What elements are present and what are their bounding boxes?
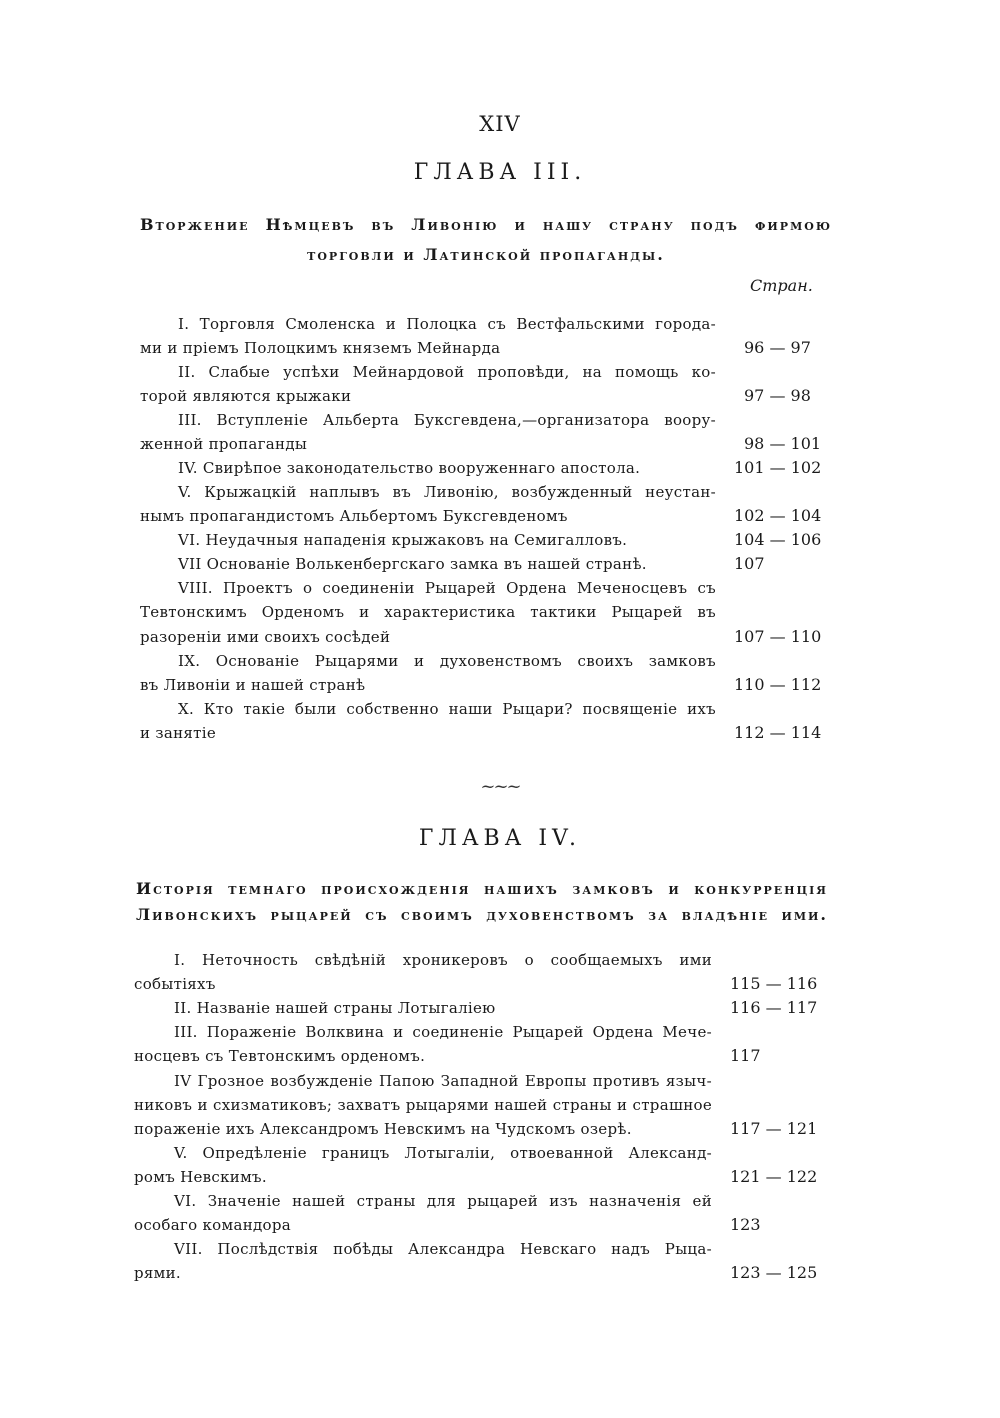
toc-entry-line: VI. Значеніе нашей страны для рыцарей изъ назначенія ей	[174, 1192, 712, 1210]
toc-entry-pages: 115 — 116	[730, 974, 818, 993]
toc-entry-line: женной пропаганды	[140, 435, 308, 453]
toc-entry-line: IV Грозное возбужденіе Папою Западной Европы противъ языч-	[174, 1072, 712, 1090]
chapter-3-subtitle-line2: торговли и Латинской пропаганды.	[307, 245, 665, 264]
toc-entry-pages: 104 — 106	[734, 530, 822, 549]
toc-entry-line: ромъ Невскимъ.	[134, 1168, 267, 1186]
toc-entry-pages: 123 — 125	[730, 1263, 818, 1282]
toc-entry-line: событіяхъ	[134, 975, 216, 993]
toc-entry-line: II. Слабые успѣхи Мейнардовой проповѣди, на помощь ко-	[178, 363, 716, 381]
toc-entry-pages: 121 — 122	[730, 1167, 818, 1186]
toc-entry-pages: 116 — 117	[730, 998, 818, 1017]
toc-entry-line: V. Крыжацкій наплывъ въ Ливонію, возбужденный неустан-	[178, 483, 716, 501]
toc-entry-pages: 102 — 104	[734, 506, 822, 525]
page-number: XIV	[479, 112, 521, 136]
toc-entry-pages: 117 — 121	[730, 1119, 818, 1138]
toc-entry-pages: 123	[730, 1215, 761, 1234]
toc-entry-line: въ Ливоніи и нашей странѣ	[140, 676, 366, 694]
toc-entry-pages: 112 — 114	[734, 723, 822, 742]
pages-column-header: Стран.	[750, 276, 813, 295]
toc-entry-line: Тевтонскимъ Орденомъ и характеристика тактики Рыцарей въ	[140, 603, 716, 621]
toc-entry-line: X. Кто такіе были собственно наши Рыцари? посвященіе ихъ	[178, 700, 716, 718]
toc-entry-line: ми и пріемъ Полоцкимъ княземъ Мейнарда	[140, 339, 501, 357]
chapter-4-subtitle-line2: Ливонскихъ рыцарей съ своимъ духовенствомъ за владѣніе ими.	[136, 905, 828, 924]
toc-entry-line: и занятіе	[140, 724, 217, 742]
toc-entry-line: VI. Неудачныя нападенія крыжаковъ на Семигалловъ.	[178, 531, 628, 549]
toc-entry-line: нымъ пропагандистомъ Альбертомъ Буксгевденомъ	[140, 507, 568, 525]
toc-entry-line: II. Названіе нашей страны Лотыгаліею	[174, 999, 496, 1017]
toc-entry-line: никовъ и схизматиковъ; захватъ рыцарями нашей страны и страшное	[134, 1096, 712, 1114]
toc-entry-line: пораженіе ихъ Александромъ Невскимъ на Чудскомъ озерѣ.	[134, 1120, 632, 1138]
toc-entry-line: носцевъ съ Тевтонскимъ орденомъ.	[134, 1047, 426, 1065]
toc-entry-line: IX. Основаніе Рыцарями и духовенствомъ своихъ замковъ	[178, 652, 716, 670]
toc-entry-line: торой являются крыжаки	[140, 387, 352, 405]
toc-entry-pages: 117	[730, 1046, 761, 1065]
toc-entry-line: I. Торговля Смоленска и Полоцка съ Вестфальскими города-	[178, 315, 716, 333]
chapter-3-subtitle-line1: Вторжение Нѣмцевъ въ Ливонію и нашу страну подъ фирмою	[140, 215, 832, 234]
toc-entry-line: VII Основаніе Волькенбергскаго замка въ нашей странѣ.	[178, 555, 647, 573]
toc-entry-line: рями.	[134, 1264, 181, 1282]
toc-entry-pages: 97 — 98	[744, 386, 811, 405]
toc-entry-line: VIII. Проектъ о соединеніи Рыцарей Ордена Меченосцевъ съ	[178, 579, 716, 597]
toc-entry-pages: 110 — 112	[734, 675, 822, 694]
toc-entry-line: III. Вступленіе Альберта Буксгевдена,—организатора воору-	[178, 411, 716, 429]
toc-entry-line: IV. Свирѣпое законодательство вооруженнаго апостола.	[178, 459, 641, 477]
toc-entry-line: V. Опредѣленіе границъ Лотыгаліи, отвоеванной Александ-	[174, 1144, 712, 1162]
toc-entry-pages: 96 — 97	[744, 338, 811, 357]
chapter-4-title: ГЛАВА IV.	[418, 826, 582, 851]
chapter-4-subtitle-line1: Исторія темнаго происхожденія нашихъ замковъ и конкурренція	[136, 879, 828, 898]
toc-entry-line: III. Пораженіе Волквина и соединеніе Рыцарей Ордена Мече-	[174, 1023, 712, 1041]
chapter-3-title: ГЛАВА III.	[413, 160, 587, 185]
toc-entry-pages: 98 — 101	[744, 434, 822, 453]
toc-entry-line: I. Неточность свѣдѣній хроникеровъ о сообщаемыхъ ими	[174, 951, 712, 969]
toc-entry-line: VII. Послѣдствія побѣды Александра Невскаго надъ Рыца-	[174, 1240, 712, 1258]
section-ornament: ~~~	[480, 776, 520, 797]
toc-entry-line: разореніи ими своихъ сосѣдей	[140, 628, 391, 646]
toc-entry-pages: 107	[734, 554, 765, 573]
toc-entry-pages: 107 — 110	[734, 627, 822, 646]
toc-entry-pages: 101 — 102	[734, 458, 822, 477]
toc-entry-line: особаго командора	[134, 1216, 292, 1234]
